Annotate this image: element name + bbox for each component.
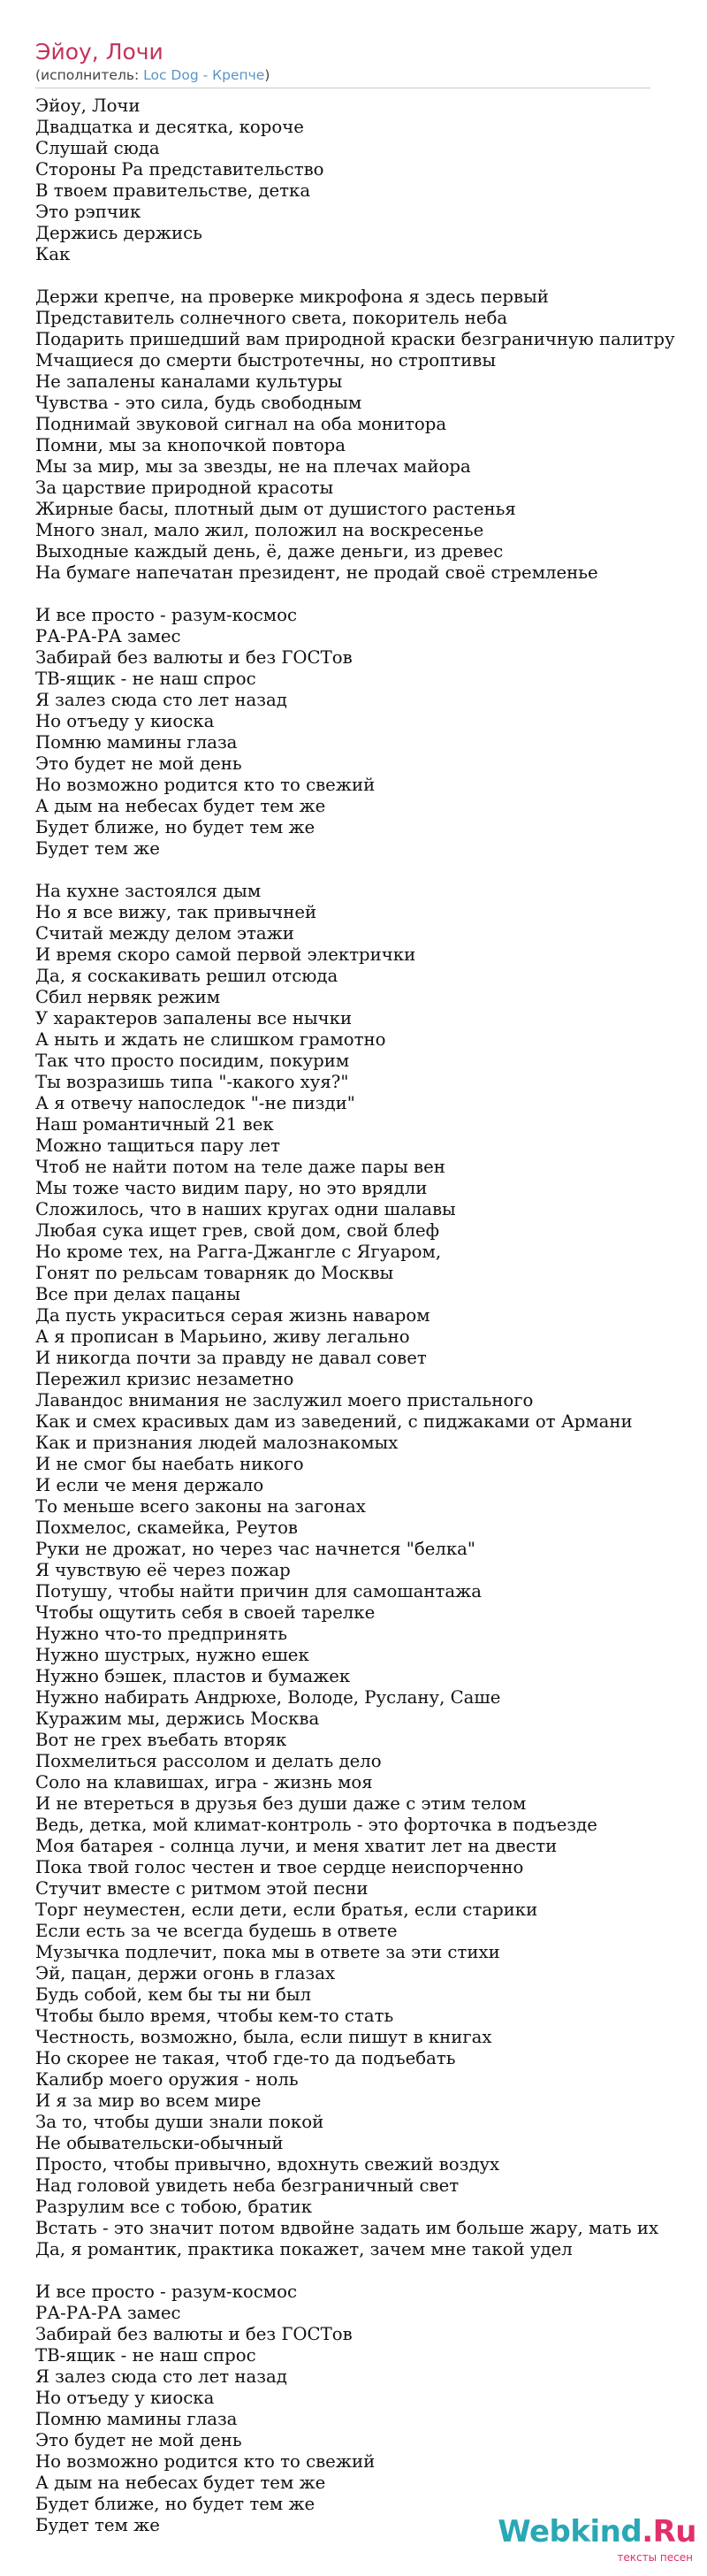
lyric-line: Но отъеду у киоска xyxy=(35,711,215,731)
lyric-line: Моя батарея - солнца лучи, и меня хватит лет на двести xyxy=(35,1836,558,1856)
lyric-line: Торг неуместен, если дети, если братья, если старики xyxy=(35,1900,538,1920)
lyric-line: Считай между делом этажи xyxy=(35,923,294,944)
lyric-line: Да пусть украситься серая жизнь наваром xyxy=(35,1305,430,1326)
performer-line xyxy=(35,65,650,88)
song-title: Эйоу, Лочи xyxy=(35,39,163,65)
lyric-line: На бумаге напечатан президент, не продай своё стремленье xyxy=(35,562,598,583)
lyric-line: И никогда почти за правду не давал совет xyxy=(35,1348,427,1368)
lyric-line: А дым на небесах будет тем же xyxy=(35,2473,326,2493)
lyric-line: Мчащиеся до смерти быстротечны, но строптивы xyxy=(35,350,497,371)
lyric-line: Встать - это значит потом вдвойне задать им больше жару, мать их xyxy=(35,2218,659,2238)
lyric-line: Но отъеду у киоска xyxy=(35,2388,215,2408)
lyric-line: Так что просто посидим, покурим xyxy=(35,1051,350,1071)
lyric-line: Я залез сюда сто лет назад xyxy=(35,690,287,710)
lyric-line: У характеров запалены все нычки xyxy=(35,1008,353,1028)
lyric-line: Будь собой, кем бы ты ни был xyxy=(35,1984,312,2005)
lyric-line: И время скоро самой первой электрички xyxy=(35,944,416,965)
lyric-line: Разрулим все с тобою, братик xyxy=(35,2197,313,2217)
lyric-line: Жирные басы, плотный дым от душистого растенья xyxy=(35,499,516,519)
performer-prefix: (исполнитель: xyxy=(35,67,144,83)
lyric-line: Чувства - это сила, будь свободным xyxy=(35,393,362,413)
lyric-line: Гонят по рельсам товарняк до Москвы xyxy=(35,1263,394,1283)
lyric-line: Держись держись xyxy=(35,223,202,243)
lyric-line: Эйоу, Лочи xyxy=(35,96,141,116)
lyric-line: Просто, чтобы привычно, вдохнуть свежий воздух xyxy=(35,2154,500,2175)
lyric-line: Но возможно родится кто то свежий xyxy=(35,2451,376,2472)
lyric-line: Помню мамины глаза xyxy=(35,732,238,753)
lyric-line: Мы за мир, мы за звезды, не на плечах майора xyxy=(35,456,471,477)
lyric-line: На кухне застоялся дым xyxy=(35,881,262,901)
lyric-line: Ведь, детка, мой климат-контроль - это форточка в подъезде xyxy=(35,1815,597,1835)
lyric-line: Чтобы было время, чтобы кем-то стать xyxy=(35,2006,394,2026)
lyric-line: Калибр моего оружия - ноль xyxy=(35,2069,299,2090)
lyric-line: Выходные каждый день, ё, даже деньги, из древес xyxy=(35,541,504,562)
lyric-line: Как xyxy=(35,244,71,264)
lyric-line: Ты возразишь типа "-какого хуя?" xyxy=(35,1072,349,1092)
lyrics-body xyxy=(35,96,679,2536)
stanza-break xyxy=(35,2260,679,2282)
lyric-line: Как и признания людей малознакомых xyxy=(35,1433,399,1453)
lyric-line: ТВ-ящик - не наш спрос xyxy=(35,2345,256,2366)
lyric-line: То меньше всего законы на загонах xyxy=(35,1496,366,1517)
lyric-line: Но кроме тех, на Рагга-Джангле с Ягуаром, xyxy=(35,1242,442,1262)
lyric-line: А ныть и ждать не слишком грамотно xyxy=(35,1029,386,1050)
lyric-line: РА-РА-РА замес xyxy=(35,626,181,646)
lyric-line: Представитель солнечного света, покоритель неба xyxy=(35,308,508,328)
performer-suffix: ) xyxy=(264,67,270,83)
logo-main-text: Webkind xyxy=(498,2514,642,2549)
lyric-line: Нужно набирать Андрюхе, Володе, Руслану, Саше xyxy=(35,1687,501,1708)
lyric-line: И все просто - разум-космос xyxy=(35,2282,297,2302)
lyric-line: А я отвечу напоследок "-не пизди" xyxy=(35,1093,355,1113)
lyric-line: Лавандос внимания не заслужил моего пристального xyxy=(35,1390,534,1410)
lyric-line: Эй, пацан, держи огонь в глазах xyxy=(35,1963,336,1984)
lyric-line: За царствие природной красоты xyxy=(35,478,334,498)
lyric-line: И все просто - разум-космос xyxy=(35,605,297,625)
lyric-line: Подарить пришедший вам природной краски безграничную палитру xyxy=(35,329,675,349)
lyric-line: ТВ-ящик - не наш спрос xyxy=(35,669,256,689)
lyric-line: А дым на небесах будет тем же xyxy=(35,796,326,816)
lyric-line: Держи крепче, на проверке микрофона я здесь первый xyxy=(35,287,549,307)
lyric-line: Над головой увидеть неба безграничный свет xyxy=(35,2175,460,2196)
lyric-line: И не смог бы наебать никого xyxy=(35,1454,304,1474)
lyric-line: Пережил кризис незаметно xyxy=(35,1369,294,1389)
lyric-line: Мы тоже часто видим пару, но это врядли xyxy=(35,1178,428,1198)
lyric-line: Пока твой голос честен и твое сердце неиспорченно xyxy=(35,1857,524,1877)
lyric-line: Руки не дрожат, но через час начнется "белка" xyxy=(35,1539,475,1559)
lyric-line: А я прописан в Марьино, живу легально xyxy=(35,1326,410,1347)
lyric-line: Сложилось, что в наших кругах одни шалавы xyxy=(35,1199,456,1219)
lyric-line: Честность, возможно, была, если пишут в книгах xyxy=(35,2027,492,2047)
lyric-line: И не втереться в друзья без души даже с этим телом xyxy=(35,1793,527,1814)
performer-link[interactable]: Loc Dog - Крепче xyxy=(143,67,265,83)
lyric-line: Наш романтичный 21 век xyxy=(35,1114,274,1135)
lyric-line: Я залез сюда сто лет назад xyxy=(35,2366,287,2387)
logo-tagline: тексты песен xyxy=(617,2551,693,2564)
lyric-line: Я чувствую её через пожар xyxy=(35,1560,291,1580)
lyric-line: За то, чтобы души знали покой xyxy=(35,2112,324,2132)
lyric-line: Помню мамины глаза xyxy=(35,2409,238,2429)
lyric-line: Это рэпчик xyxy=(35,202,141,222)
lyric-line: Нужно бэшек, пластов и бумажек xyxy=(35,1666,351,1686)
lyric-line: Двадцатка и десятка, короче xyxy=(35,117,304,137)
lyric-line: Стучит вместе с ритмом этой песни xyxy=(35,1878,369,1899)
lyric-line: Нужно шустрых, нужно ешек xyxy=(35,1645,309,1665)
lyric-line: Все при делах пацаны xyxy=(35,1284,240,1304)
lyric-line: Поднимай звуковой сигнал на оба монитора xyxy=(35,414,447,434)
lyric-line: Соло на клавишах, игра - жизнь моя xyxy=(35,1772,373,1792)
lyric-line: Да, я романтик, практика покажет, зачем мне такой удел xyxy=(35,2239,573,2259)
stanza-break xyxy=(35,265,679,287)
lyric-line: Будет ближе, но будет тем же xyxy=(35,2494,315,2514)
lyric-line: Забирай без валюты и без ГОСТов xyxy=(35,647,353,668)
lyric-line: И я за мир во всем мире xyxy=(35,2091,262,2111)
lyric-line: Как и смех красивых дам из заведений, с пиджаками от Армани xyxy=(35,1411,633,1432)
lyric-line: Да, я соскакивать решил отсюда xyxy=(35,966,338,986)
lyric-line: Забирай без валюты и без ГОСТов xyxy=(35,2324,353,2344)
lyric-line: Помни, мы за кнопочкой повтора xyxy=(35,435,346,455)
lyric-line: Не запалены каналами культуры xyxy=(35,371,343,392)
lyric-line: Но скорее не такая, чтоб где-то да подъебать xyxy=(35,2048,456,2068)
lyric-line: Нужно что-то предпринять xyxy=(35,1624,288,1644)
lyric-line: Куражим мы, держись Москва xyxy=(35,1708,320,1729)
lyric-line: Это будет не мой день xyxy=(35,2430,242,2450)
lyric-line: Вот не грех въебать вторяк xyxy=(35,1730,287,1750)
lyric-line: Музычка подлечит, пока мы в ответе за эти стихи xyxy=(35,1942,500,1962)
lyric-line: И если че меня держало xyxy=(35,1475,264,1495)
lyric-line: В твоем правительстве, детка xyxy=(35,180,311,201)
lyric-line: Если есть за че всегда будешь в ответе xyxy=(35,1921,398,1941)
lyric-line: Это будет не мой день xyxy=(35,753,242,774)
logo-wordmark xyxy=(498,2514,696,2549)
logo-tld-text: .Ru xyxy=(642,2514,696,2549)
lyric-line: Стороны Ра представительство xyxy=(35,159,324,180)
lyric-line: Будет тем же xyxy=(35,2515,160,2535)
lyric-line: Но возможно родится кто то свежий xyxy=(35,775,376,795)
lyric-line: Сбил нервяк режим xyxy=(35,987,221,1007)
stanza-break xyxy=(35,584,679,605)
lyric-line: Чтоб не найти потом на теле даже пары вен xyxy=(35,1157,445,1177)
lyric-line: Будет тем же xyxy=(35,838,160,859)
lyric-line: Чтобы ощутить себя в своей тарелке xyxy=(35,1602,376,1623)
lyric-line: Любая сука ищет грев, свой дом, свой блеф xyxy=(35,1220,440,1241)
lyric-line: Похмелос, скамейка, Реутов xyxy=(35,1517,299,1538)
site-logo[interactable] xyxy=(498,2512,696,2567)
lyric-line: Будет ближе, но будет тем же xyxy=(35,817,315,837)
lyric-line: РА-РА-РА замес xyxy=(35,2303,181,2323)
lyric-line: Потушу, чтобы найти причин для самошантажа xyxy=(35,1581,482,1601)
stanza-break xyxy=(35,860,679,881)
lyric-line: Много знал, мало жил, положил на воскресенье xyxy=(35,520,484,540)
lyric-line: Но я все вижу, так привычней xyxy=(35,902,317,922)
lyric-line: Слушай сюда xyxy=(35,138,160,158)
lyric-line: Можно тащиться пару лет xyxy=(35,1135,281,1156)
lyric-line: Не обывательски-обычный xyxy=(35,2133,284,2153)
lyric-line: Похмелиться рассолом и делать дело xyxy=(35,1751,382,1771)
